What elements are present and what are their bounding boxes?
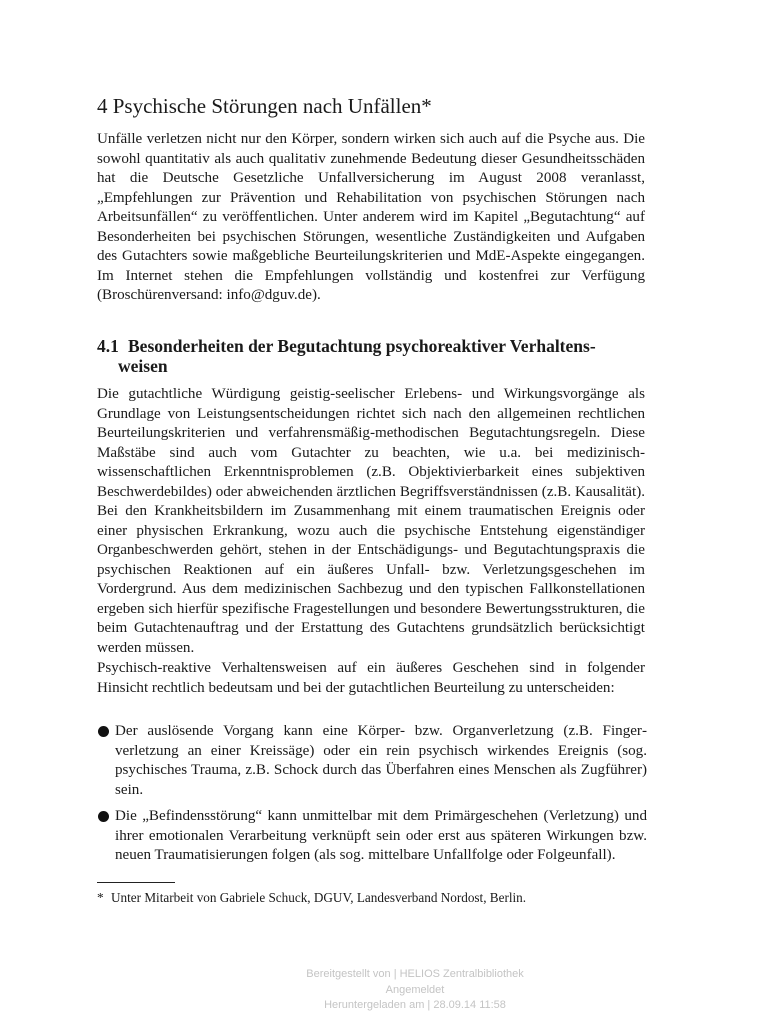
chapter-title: 4 Psychische Störungen nach Unfällen* xyxy=(97,94,432,118)
list-item xyxy=(97,807,647,866)
download-watermark xyxy=(290,967,540,1014)
watermark-line-1: Bereitgestellt von | HELIOS Zentralbibliothek xyxy=(306,968,524,980)
footnote-mark: * xyxy=(97,890,104,905)
intro-paragraph: Unfälle verletzen nicht nur den Körper, sondern wirken sich auch auf die Psyche aus. Die sowohl quantitativ als auch qualitativ zunehmende Bedeutung dieser Gesundheitsschäden hat die Deutsche Gesetzliche Unfallversicherung im August 2008 veranlasst, „Empfehlungen zur Prävention und Rehabilitation von psychischen Störungen nach Arbeitsunfällen“ zu veröffentlichen. Unter anderem wird im Kapitel „Begutachtung“ auf Besonderheiten bei psychischen Störungen, wesentliche Zuständigkeiten und Aufgaben des Gutachters sowie maßgebliche Beurteilungskriterien und MdE-Aspekte eingegangen. Im Internet stehen die Empfehlungen vollständig und kostenfrei zur Verfügung (Broschürenversand: info@dguv.de). xyxy=(97,131,645,303)
body-paragraph-1: Die gutachtliche Würdigung geistig-seelischer Erlebens- und Wirkungsvorgänge als Grundlage von Leistungsentscheidungen richtet sich nach den allgemeinen rechtlichen Beurteilungskriterien und verfahrensmäßig-methodischen Begutachtungsregeln. Diese Maßstäbe sind auch vom Gutachter zu beachten, wie u.a. bei medizinisch-wissenschaftlichen Erkenntnisproblemen (z.B. Objektivierbarkeit eines subjektiven Beschwerdebildes) oder abweichenden ärztlichen Begriffsverständnissen (z.B. Kausalität). Bei den Krankheitsbildern im Zusammenhang mit einem traumatischen Ereignis oder einer physischen Erkrankung, wozu auch die psychische Entstehung eigenständiger Organbeschwerden gehört, stehen in der Entschädigungs- und Begutachtungspraxis die psychischen Reaktionen auf ein äußeres Unfall- bzw. Verletzungsgeschehen im Vordergrund. Aus dem medizinischen Sachbezug und den typischen Fallkonstellationen ergeben sich hierfür spezifische Fragestellungen und besondere Bewertungsstrukturen, die beim Gutachtenauftrag und der Erstattung des Gutachtens grundsätzlich berücksichtigt werden müssen. xyxy=(97,386,645,656)
footnote-divider xyxy=(97,882,175,883)
bullet-text: Der auslösende Vorgang kann eine Körper- bzw. Organverletzung (z.B. Fingerverletzung an einer Kreissäge) oder ein rein psychisch wirkendes Ereignis (sog. psychisches Trauma, z.B. Schock durch das Überfahren eines Menschen als Zugführer) sein. xyxy=(115,723,647,798)
bullet-icon xyxy=(98,726,109,737)
body-paragraph-2: Psychisch-reaktive Verhaltensweisen auf ein äußeres Geschehen sind in folgender Hinsicht rechtlich bedeutsam und bei der gutachtlichen Beurteilung zu unterscheiden: xyxy=(97,660,645,696)
footnote xyxy=(97,889,647,906)
section-title-line2: weisen xyxy=(118,356,168,376)
section-title-line1: Besonderheiten der Begutachtung psychoreaktiver Verhaltens- xyxy=(128,336,596,356)
bullet-list xyxy=(97,722,647,866)
list-item xyxy=(97,722,647,800)
footnote-text: Unter Mitarbeit von Gabriele Schuck, DGUV, Landesverband Nordost, Berlin. xyxy=(111,890,527,905)
bullet-icon xyxy=(98,811,109,822)
bullet-text: Die „Befindensstörung“ kann unmittelbar mit dem Primärgeschehen (Verletzung) und ihrer emotionalen Verarbeitung verknüpft sein oder erst aus späteren Wirkungen bzw. neuen Traumatisierungen folgen (als sog. mittelbare Unfallfolge oder Folgeunfall). xyxy=(115,808,647,863)
watermark-line-2: Angemeldet xyxy=(385,983,445,996)
section-title xyxy=(97,336,647,376)
section-number: 4.1 xyxy=(97,336,119,356)
watermark-line-3: Heruntergeladen am | 28.09.14 11:58 xyxy=(324,999,506,1011)
